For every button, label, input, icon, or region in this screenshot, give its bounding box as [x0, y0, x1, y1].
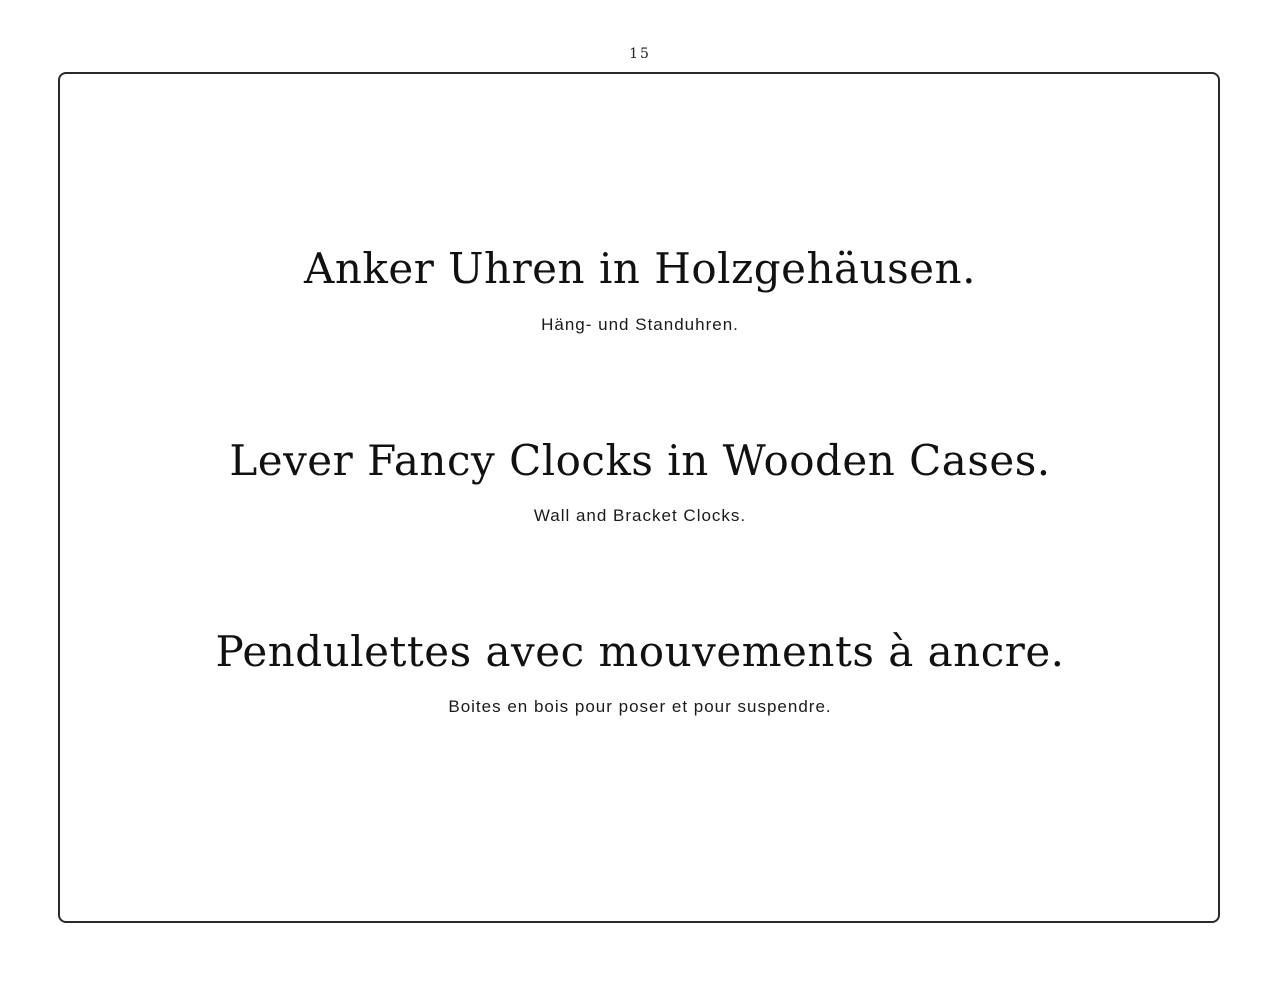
heading-french: Pendulettes avec mouvements à ancre.	[215, 627, 1065, 676]
subheading-french: Boites en bois pour poser et pour suspendre.	[448, 697, 832, 716]
page-frame	[58, 72, 1220, 923]
heading-english: Lever Fancy Clocks in Wooden Cases.	[229, 436, 1051, 485]
page-number: 15	[629, 46, 651, 62]
heading-german: Anker Uhren in Holzgehäusen.	[304, 244, 976, 293]
subheading-english: Wall and Bracket Clocks.	[533, 506, 747, 525]
subheading-german: Häng- und Standuhren.	[541, 315, 739, 334]
